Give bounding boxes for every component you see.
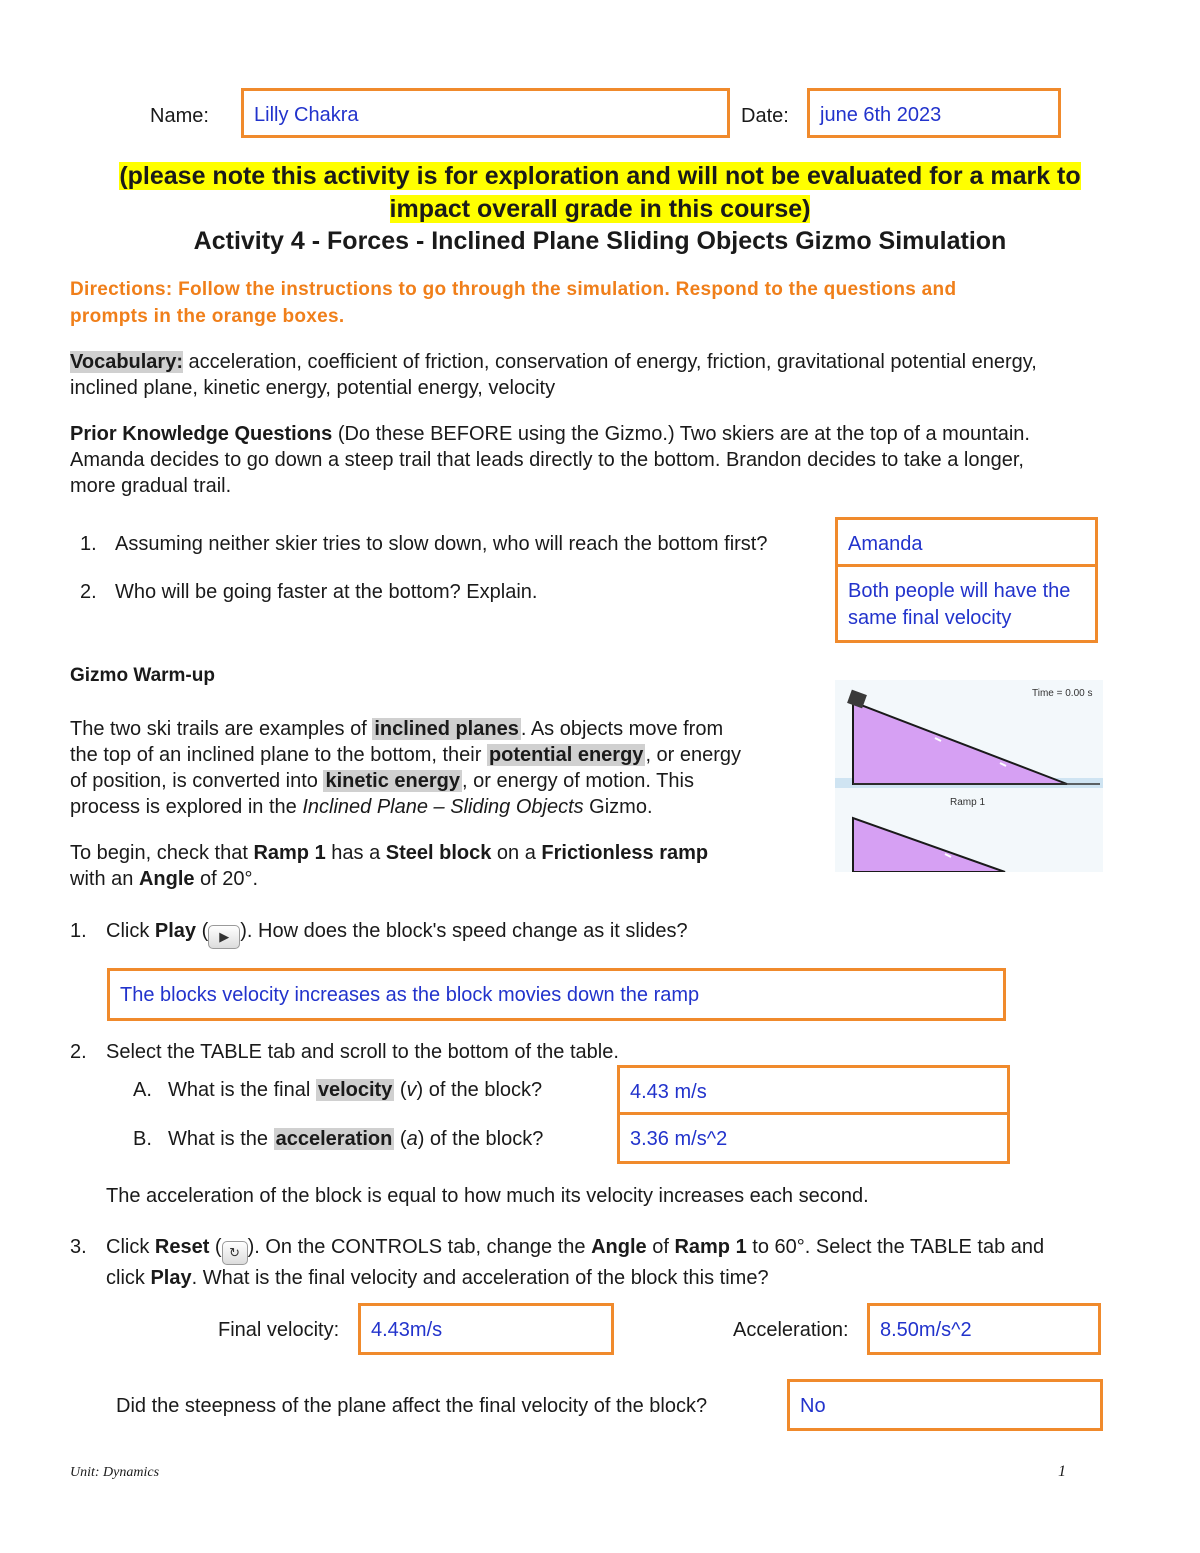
final-velocity-label: Final velocity: [218,1319,340,1341]
q2b-label: B. [133,1128,152,1150]
footer-page-number: 1 [1058,1463,1066,1480]
steel-block-term: Steel block [385,842,492,864]
notice-line-2: impact overall grade in this course) [389,195,811,223]
simulation-screenshot [835,680,1103,872]
warmup-text: Gizmo. [583,796,653,818]
term-velocity: velocity [317,1079,393,1101]
acceleration-label: Acceleration: [733,1319,849,1341]
vocabulary-line-2: inclined plane, kinetic energy, potential energy, velocity [70,377,556,399]
final-velocity-answer-text: 4.43m/s [371,1319,443,1341]
name-field[interactable] [241,88,730,138]
notice [0,160,1200,226]
vocabulary-line-1: acceleration, coefficient of friction, conservation of energy, friction, gravitational potential energy, [183,351,1037,373]
warmup-text: The two ski trails are examples of [70,718,373,740]
ramp-1-term: Ramp 1 [674,1236,747,1258]
warmup-text: To begin, check that [70,842,254,864]
prior-q2-number: 2. [80,581,97,603]
warmup-text: of 20°. [194,868,259,890]
velocity-symbol: v [406,1079,417,1101]
prior-q1-text: Assuming neither skier tries to slow down, who will reach the bottom first? [115,533,768,555]
prior-answer-1[interactable] [835,517,1098,567]
prior-answer-2-line-2: same final velocity [848,607,1012,629]
warmup-text: has a [325,842,386,864]
q3-text-part: to 60°. Select the TABLE tab and [746,1236,1045,1258]
warmup-text: , or energy [645,744,742,766]
prior-line-3: more gradual trail. [70,475,232,497]
term-acceleration: acceleration [275,1128,393,1150]
angle-term: Angle [138,868,195,890]
prior-label: Prior Knowledge Questions [70,423,333,445]
steepness-answer[interactable] [787,1379,1103,1431]
warmup-paragraph [70,716,820,820]
q3-text-part: ). On the CONTROLS tab, change the [247,1236,592,1258]
q2a-text [168,1077,542,1103]
q1-answer-text: The blocks velocity increases as the block movies down the ramp [120,984,700,1006]
directions [70,276,1130,330]
warmup-heading: Gizmo Warm-up [70,665,215,686]
gizmo-name: Inclined Plane – Sliding Objects [302,796,584,818]
q2a-answer-text: 4.43 m/s [630,1081,707,1103]
footer-unit: Unit: Dynamics [70,1465,160,1480]
q2b-answer[interactable] [617,1112,1010,1164]
date-field[interactable] [807,88,1061,138]
warmup-text: of position, is converted into [70,770,324,792]
term-potential-energy: potential energy [488,744,644,766]
q1-text-part: ( [196,920,209,942]
q2a-answer[interactable] [617,1065,1010,1115]
warmup-text: , or energy of motion. This [462,770,694,792]
q2-number: 2. [70,1041,87,1063]
q1-number: 1. [70,920,87,942]
final-velocity-answer[interactable] [358,1303,614,1355]
vocabulary [70,349,1150,401]
prior-line-1: (Do these BEFORE using the Gizmo.) Two skiers are at the top of a mountain. [332,423,1030,445]
ramp-illustration [835,680,1103,872]
q2-text: Select the TABLE tab and scroll to the bottom of the table. [106,1041,619,1063]
q2b-text-part: ) of the block? [417,1128,544,1150]
play-term: Play [150,1267,192,1289]
vocabulary-label: Vocabulary: [70,351,183,373]
directions-line-2: prompts in the orange boxes. [70,306,345,327]
prior-knowledge [70,421,1150,499]
frictionless-ramp-term: Frictionless ramp [541,842,709,864]
q2a-text-part: ( [394,1079,407,1101]
acceleration-answer-text: 8.50m/s^2 [880,1319,972,1341]
q3-text-part: click [106,1267,151,1289]
acceleration-answer[interactable] [867,1303,1101,1355]
q3-text-part: Click [106,1236,155,1258]
steepness-answer-text: No [800,1395,826,1417]
q2b-text [168,1126,543,1152]
reset-icon: ↻ [222,1241,248,1265]
warmup-text: the top of an inclined plane to the bottom, their [70,744,487,766]
warmup-text: . As objects move from [520,718,724,740]
q2b-answer-text: 3.36 m/s^2 [630,1128,728,1150]
q2b-text-part: ( [394,1128,407,1150]
q3-text-part: of [646,1236,675,1258]
notice-line-1: (please note this activity is for exploration and will not be evaluated for a mark to [119,162,1081,190]
q2a-text-part: What is the final [168,1079,316,1101]
prior-q1-number: 1. [80,533,97,555]
page-title: Activity 4 - Forces - Inclined Plane Sliding Objects Gizmo Simulation [193,227,1007,255]
q1-text-part: Click [106,920,155,942]
name-value: Lilly Chakra [254,104,359,126]
steepness-question: Did the steepness of the plane affect the final velocity of the block? [116,1395,708,1417]
date-value: june 6th 2023 [820,104,942,126]
q1-text [106,918,1006,949]
q2a-label: A. [133,1079,152,1101]
prior-answer-2[interactable] [835,564,1098,643]
play-term: Play [154,920,197,942]
reset-term: Reset [154,1236,210,1258]
term-inclined-planes: inclined planes [374,718,519,740]
q1-text-part: ). How does the block's speed change as it slides? [240,920,688,942]
sim-time-readout: Time = 0.00 s [1032,688,1093,699]
warmup-text: on a [491,842,542,864]
warmup-text: with an [70,868,139,890]
sim-ramp-label: Ramp 1 [950,797,986,808]
acceleration-note: The acceleration of the block is equal to how much its velocity increases each second. [106,1185,869,1207]
warmup-text: process is explored in the [70,796,303,818]
acceleration-symbol: a [406,1128,418,1150]
prior-q2-text: Who will be going faster at the bottom? Explain. [115,581,538,603]
q3-text-part: ( [209,1236,222,1258]
play-icon: ▶ [208,925,240,949]
name-label: Name: [150,105,209,127]
date-label: Date: [741,105,789,127]
q1-answer[interactable] [107,968,1006,1021]
directions-line-1: Directions: Follow the instructions to go through the simulation. Respond to the questions and [70,279,957,300]
q2a-text-part: ) of the block? [416,1079,543,1101]
prior-answer-2-line-1: Both people will have the [848,580,1071,602]
q3-number: 3. [70,1236,87,1258]
q2b-text-part: What is the [168,1128,274,1150]
term-kinetic-energy: kinetic energy [325,770,460,792]
q3-text-part: . What is the final velocity and acceleration of the block this time? [191,1267,769,1289]
prior-answer-1-text: Amanda [848,533,923,555]
prior-line-2: Amanda decides to go down a steep trail that leads directly to the bottom. Brandon decides to take a longer, [70,449,1024,471]
ramp-1-term: Ramp 1 [253,842,326,864]
warmup-begin [70,840,820,892]
angle-term: Angle [591,1236,647,1258]
q3-text [106,1234,1146,1291]
